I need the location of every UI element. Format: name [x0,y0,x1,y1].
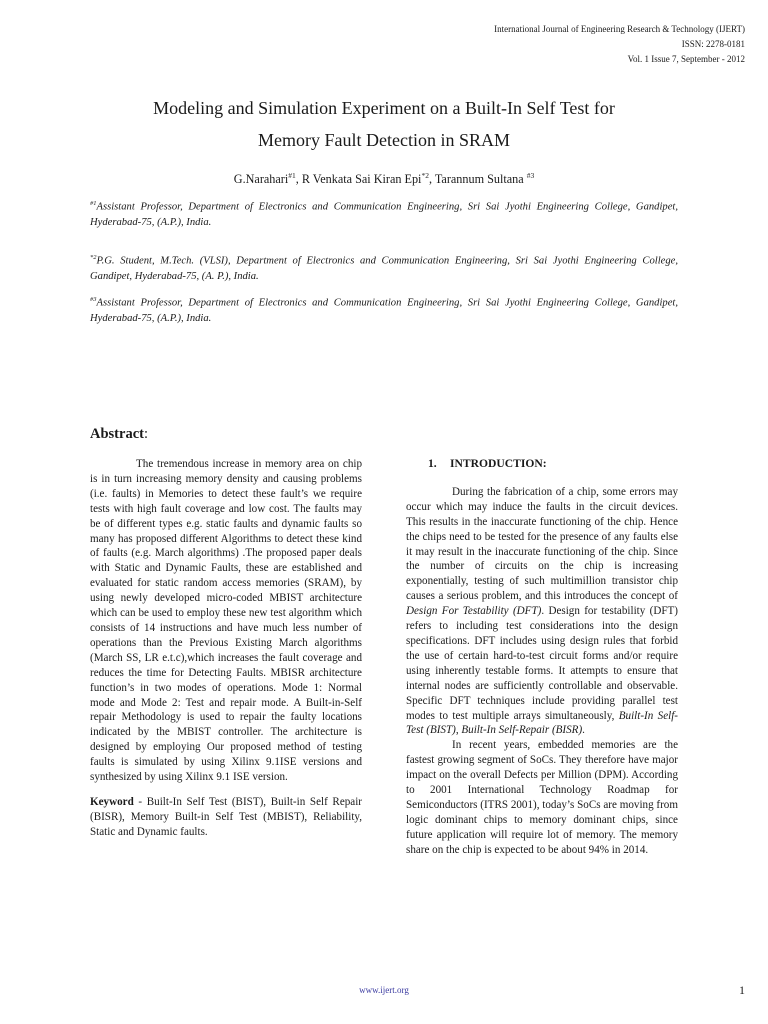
journal-volume: Vol. 1 Issue 7, September - 2012 [627,54,745,64]
right-column [406,457,678,858]
title-line-2: Memory Fault Detection in SRAM [258,130,510,150]
intro-emphasis: Design For Testability (DFT) [406,605,542,618]
section-title: INTRODUCTION: [450,457,547,470]
intro-emphasis: Built-In Self-Repair (BISR) [461,724,583,737]
keyword-list: - Built-In Self Test (BIST), Built-in Self Repair (BISR), Memory Built-in Self Test (MBIST), Reliability, Static and Dynamic faults. [90,795,362,838]
author-name: G.Narahari [233,172,289,187]
journal-header [494,22,745,67]
title-line-1: Modeling and Simulation Experiment on a Built-In Self Test for [153,98,615,118]
page-number: 1 [739,983,745,997]
abstract-body: The tremendous increase in memory area on chip is in turn increasing memory density and causing problems (i.e. faults) in Memories to detect these fault’s we require tests with high fault coverage and low cost. The faults may be of different types e.g. static faults and dynamic faults so many has proposed different Algorithms to detect these kind of faults (e.g. March algorithms) .The proposed paper deals with Static and Dynamic Faults, these are established and evaluated for static random access memories (SRAM), by using newly developed micro-coded MBIST architecture which can be used to employ these new test algorithm which consists of 14 instructions and have much less number of operations than the Previous Existing March algorithms (March SS, LR e.t.c),which increases the fault coverage and reduces the time for Detecting Faults. MBISR architecture function’s in two modes of operations. Mode 1: Normal mode and Mode 2: Test and repair mode. A Built-in-Self repair Methodology is used to repair the faulty locations indicated by the MBIST controller. The architecture is designed by employing Our proposed method of testing faults is simulated by using Xilinx 9.1ISE versions and synthesized by using Xilinx 9.1 ISE version. [90,458,362,784]
section-number: 1. [428,457,437,470]
affiliation-mark: *2 [90,254,97,261]
abstract-heading-text: Abstract [90,426,144,442]
affiliation-mark: #1 [90,200,97,207]
author-mark: *2 [421,171,429,180]
left-column [90,457,362,840]
introduction-paragraph-1 [406,485,678,738]
journal-name: International Journal of Engineering Research & Technology (IJERT) [494,24,745,34]
abstract-heading-colon: : [143,426,148,442]
intro-text: During the fabrication of a chip, some errors may occur which may induce the faults in the circuit devices. This results in the inaccurate functioning of the chip. Hence the chips need to be tested for the presence of any faults else it may result in the inaccurate functioning of the chip. Since the number of circuits on the chip is increasing exponentially, testing of such multimillion transistor chip causes a serious problem, and this introduces the concept of [406,485,678,603]
author-name: Tarannum Sultana [434,172,524,187]
abstract-heading [90,426,148,443]
intro-text: . [582,724,585,737]
affiliation-2 [90,250,678,284]
intro-emphasis: Built-In Self-Test (BIST) [406,709,678,737]
intro-text: . Design for testability (DFT) refers to including test considerations into the design specifications. DFT includes using design rules that forbid the use of certain hard-to-test circuit forms and/or require using inherently testable forms. It attempts to ensure that internal nodes are sufficiently controllable and observable. Specific DFT techniques include providing parallel test modes to test multiple arrays simultaneously, [406,605,678,722]
affiliation-mark: #3 [90,296,97,303]
affiliation-text: Assistant Professor, Department of Electronics and Communication Engineering, Sri Sai Jyothi Engineering College, Gandipet, Hyderabad-75, (A.P.), India. [90,297,678,324]
author-name: R Venkata Sai Kiran Epi [301,172,422,187]
author-mark: #3 [526,171,535,180]
affiliation-1 [90,196,678,230]
affiliation-text: Assistant Professor, Department of Electronics and Communication Engineering, Sri Sai Jyothi Engineering College, Gandipet, Hyderabad-75, (A.P.), India. [90,201,678,228]
paper-title [90,92,678,156]
intro-text: , [455,724,462,737]
author-list: G.Narahari$^{\#1}$, R Venkata Sai Kiran Epi$^{*2}$, Tarannum Sultana $^{\#3}$ [233,171,535,187]
keyword-label: Keyword [90,795,134,808]
affiliation-text: P.G. Student, M.Tech. (VLSI), Department of Electronics and Communication Engineering, Sri Sai Jyothi Engineering College, Gandipet, Hyderabad-75, (A. P.), India. [90,255,678,282]
keywords-paragraph [90,795,362,840]
journal-issn: ISSN: 2278-0181 [681,39,745,49]
footer-url[interactable]: www.ijert.org [359,985,409,995]
affiliation-3 [90,292,678,326]
introduction-heading [406,457,678,472]
introduction-paragraph-2: In recent years, embedded memories are the fastest growing segment of SoCs. They therefore have major impact on the overall Defects per Million (DPM). According to 2001 International Technology Roadmap for Semiconductors (ITRS 2001), today’s SoCs are moving from logic dominant chips to memory dominant chips, since future application will require lot of memory. The memory share on the chip is expected to be about 94% in 2014. [406,739,678,856]
author-mark: #1 [288,171,296,180]
